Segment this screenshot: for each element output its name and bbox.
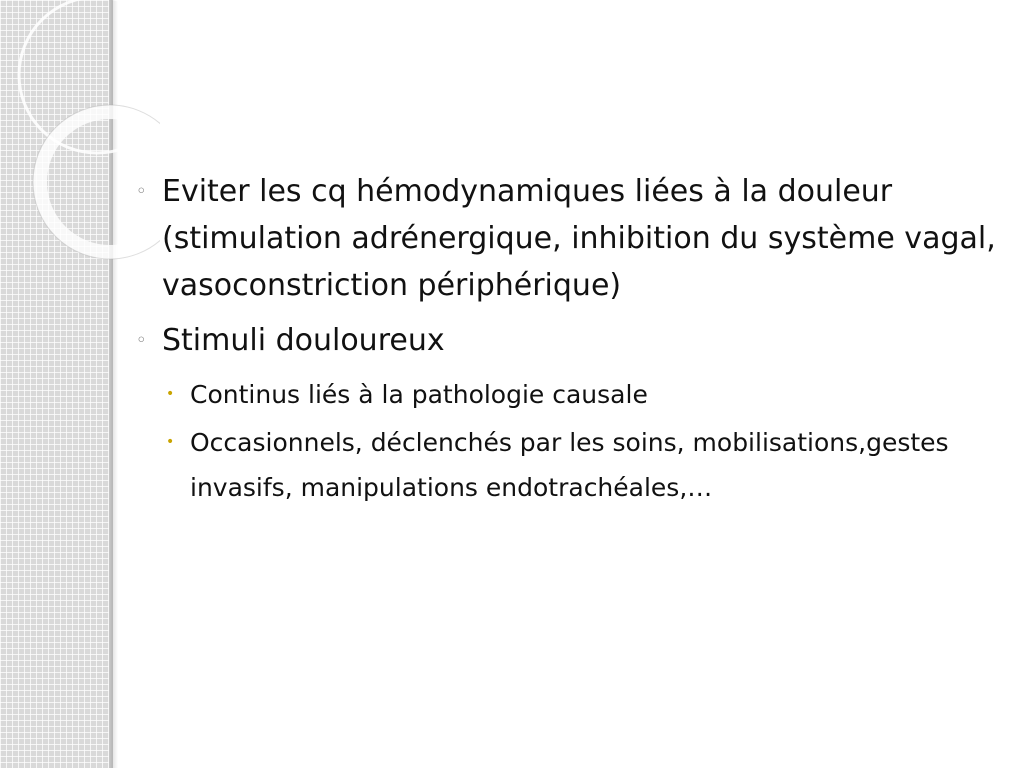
- small-dot-icon: •: [166, 434, 175, 450]
- hollow-circle-icon: ◦: [136, 330, 147, 351]
- bullet-text-line: Eviter les cq hémodynamiques liées à la douleur: [162, 174, 893, 209]
- bullet-text-line: (stimulation adrénergique, inhibition du système vagal,: [162, 221, 996, 256]
- sub-bullet-text-line: Continus liés à la pathologie causale: [190, 380, 648, 409]
- sub-bullet-item: [162, 420, 1024, 510]
- bullet-item: [134, 168, 1024, 309]
- sub-bullet-text-line: Occasionnels, déclenchés par les soins, mobilisations,gestes: [190, 428, 949, 457]
- decorative-ring-large: [19, 0, 160, 153]
- slide-content: [134, 168, 1024, 513]
- sub-bullet-item: [162, 372, 1024, 417]
- small-dot-icon: •: [166, 386, 175, 402]
- bullet-item: [134, 317, 1024, 364]
- bullet-text-line: Stimuli douloureux: [162, 323, 445, 358]
- bullet-text-line: vasoconstriction périphérique): [162, 268, 622, 303]
- sub-bullet-text-line: invasifs, manipulations endotrachéales,…: [190, 473, 713, 502]
- hollow-circle-icon: ◦: [136, 181, 147, 202]
